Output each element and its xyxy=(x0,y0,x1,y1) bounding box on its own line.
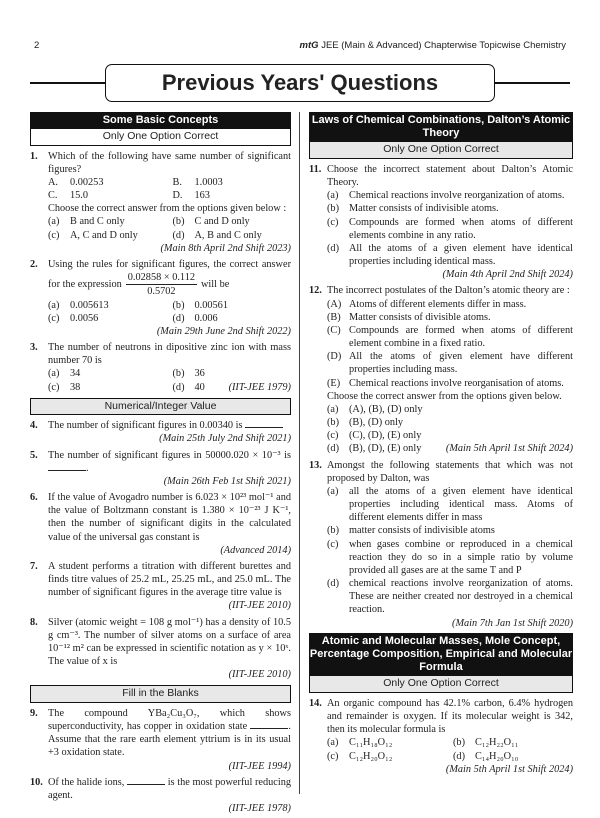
question-text: Choose the correct answer from the options given below. xyxy=(327,390,562,402)
left-column xyxy=(30,112,291,818)
section-heading: Laws of Chemical Combinations, Dalton’s Atomic Theory xyxy=(309,112,573,142)
question-7 xyxy=(30,560,291,613)
option: (c) (C), (D), (E) only xyxy=(327,430,422,442)
answer-blank xyxy=(245,427,283,428)
option: A. 0.00253 xyxy=(48,176,104,188)
option: (a) 0.005613 xyxy=(48,299,109,311)
fraction: $\frac{0.02858 \times 0.112}{0.5702}$ xyxy=(127,272,195,298)
question-13 xyxy=(309,459,573,630)
option: B. 1.0003 xyxy=(172,176,223,188)
option: (c) 0.0056 xyxy=(48,312,99,324)
answer-blank xyxy=(48,470,86,471)
option: (b) (B), (D) only xyxy=(327,417,404,429)
subsection-heading: Numerical/Integer Value xyxy=(30,398,291,415)
option: (d) chemical reactions involve reorganization of atoms. These are neither created nor destroyed in a chemical reaction. xyxy=(327,578,573,616)
question-source: (IIT-JEE 2010) xyxy=(228,600,291,612)
question-text: If the value of Avogadro number is 6.023 × 10²³ mol⁻¹ and the value of Boltzmann constant is 1.380 × 10⁻²³ J K⁻¹, then the number of significant digits in the calculated value of the universal gas constant is xyxy=(48,492,291,543)
banner-rule-right xyxy=(495,82,570,84)
question-source: (IIT-JEE 1978) xyxy=(228,803,291,815)
section-heading: Atomic and Molecular Masses, Mole Concept, Percentage Composition, Empirical and Molecular Formula xyxy=(309,633,573,677)
question-source: (Main 7th Jan 1st Shift 2020) xyxy=(452,617,573,629)
question-1 xyxy=(30,150,291,255)
question-11 xyxy=(309,163,573,282)
option: (c) Compounds are formed when atoms of different elements combine in any ratio. xyxy=(327,216,573,241)
question-number: 14. xyxy=(309,697,322,709)
question-9: 9. The compound YBa₂Cu₃O₇, which shows superconductivity, has copper in oxidation state . Assume that the rare earth element yttrium is in its usual +3 oxidation state. (IIT-JEE 1994) xyxy=(30,707,291,772)
option: (d) 40 (IIT-JEE 1979) xyxy=(172,381,291,393)
question-number: 10. xyxy=(30,776,43,788)
option: (a) Chemical reactions involve reorganization of atoms. xyxy=(327,190,565,202)
running-title xyxy=(300,40,566,52)
option: (c) C₁₂H₂₀O₁₂ xyxy=(327,750,393,762)
subsection-heading: Only One Option Correct xyxy=(309,676,573,692)
question-text: Silver (atomic weight = 108 g mol⁻¹) has a density of 10.5 g cm⁻³. The number of silver atoms on a surface of area 10⁻¹² m² can be expressed in scientific notation as y × 10ˣ. The value of x is xyxy=(48,616,291,668)
question-text: Using the rules for significant figures, the correct answer for the expression $\frac{0.02858 \times 0.112}{0.5702}$ will be xyxy=(48,259,291,298)
question-text: A student performs a titration with different burettes and finds titre values of 25.2 mL, 25.25 mL, and 25.0 mL. The number of significant figures in the average titre value is xyxy=(48,560,291,599)
question-number: 1. xyxy=(30,150,38,162)
option: (c) when gases combine or reproduced in a chemical reaction they do so in a simple ratio by volume provided all gases are at the same T and P xyxy=(327,538,573,576)
question-number: 3. xyxy=(30,342,38,354)
question-text: Choose the incorrect statement about Dalton’s Atomic Theory. xyxy=(327,163,573,188)
question-number: 2. xyxy=(30,259,38,270)
statement: (D) All the atoms of given element have different properties including mass. xyxy=(327,351,573,376)
option: (b) C and D only xyxy=(172,216,250,228)
statement: (C) Compounds are formed when atoms of different element combine in a fixed ratio. xyxy=(327,324,573,350)
question-text: The number of neutrons in dipositive zinc ion with mass number 70 is xyxy=(48,342,291,367)
question-number: 12. xyxy=(309,285,322,297)
option: (b) 36 xyxy=(172,368,205,380)
banner-rule-left xyxy=(30,82,105,84)
answer-blank xyxy=(127,784,165,785)
option: (d) A, B and C only xyxy=(172,229,262,241)
option: (b) matter consists of indivisible atoms xyxy=(327,525,495,537)
question-number: 11. xyxy=(309,163,322,175)
question-text: Of the halide ions, xyxy=(48,776,125,788)
question-text: An organic compound has 42.1% carbon, 6.4% hydrogen and remainder is oxygen. If its molecular weight is 342, then its molecular formula is xyxy=(327,697,573,736)
question-source: (Main 8th April 2nd Shift 2023) xyxy=(160,242,291,254)
question-text: Choose the correct answer from the options given below : xyxy=(48,203,287,215)
question-source: (Main 26th Feb 1st Shift 2021) xyxy=(163,475,291,487)
question-12 xyxy=(309,284,573,455)
subsection-heading: Only One Option Correct xyxy=(30,129,291,145)
mtg-logo: mtG xyxy=(299,40,319,51)
question-number: 13. xyxy=(309,459,322,471)
question-6 xyxy=(30,491,291,557)
option: (d) C₁₄H₂₀O₁₀ xyxy=(453,750,519,762)
page-number: 2 xyxy=(34,40,40,51)
option: (c) A, C and D only xyxy=(48,229,138,241)
question-text: The compound YBa₂Cu₃O₇, which shows superconductivity, has copper in oxidation state xyxy=(48,707,291,733)
question-number: 7. xyxy=(30,560,38,572)
question-5: 5. The number of significant figures in 50000.020 × 10⁻³ is . (Main 26th Feb 1st Shift 2021) xyxy=(30,449,291,487)
question-number: 6. xyxy=(30,492,38,504)
option: (d) 0.006 xyxy=(172,312,218,324)
question-source: (IIT-JEE 2010) xyxy=(228,669,291,681)
question-source: (Main 4th April 2nd Shift 2024) xyxy=(442,269,573,281)
question-text: Assume that the rare earth element yttrium is in its usual +3 oxidation state. xyxy=(48,734,291,759)
page-banner: Previous Years' Questions xyxy=(105,64,495,102)
question-text: The number of significant figures in 0.00340 is xyxy=(48,420,243,432)
question-text: Amongst the following statements that which was not proposed by Dalton, was xyxy=(327,459,573,484)
right-column xyxy=(309,112,573,779)
option: (a) all the atoms of a given element have identical properties including identical mass. Atoms of different elements differ in mass xyxy=(327,485,573,524)
question-source: (Main 25th July 2nd Shift 2021) xyxy=(159,433,291,445)
book-title: JEE (Main & Advanced) Chapterwise Topicwise Chemistry xyxy=(321,40,566,51)
question-8 xyxy=(30,616,291,682)
option: (d) All the atoms of a given element have identical properties including identical mass. xyxy=(327,242,573,268)
option: (b) 0.00561 xyxy=(172,299,228,311)
page-header xyxy=(34,40,566,52)
question-number: 8. xyxy=(30,616,38,628)
question-3 xyxy=(30,341,291,394)
option: (d) (B), (D), (E) only (Main 5th April 1st Shift 2024) xyxy=(327,443,573,455)
question-14 xyxy=(309,697,573,776)
question-source: (IIT-JEE 1979) xyxy=(228,381,291,393)
option: (b) C₁₂H₂₂O₁₁ xyxy=(453,737,519,749)
option: (a) 34 xyxy=(48,368,81,380)
question-number: 9. xyxy=(30,707,38,719)
option: (a) B and C only xyxy=(48,216,125,228)
question-4 xyxy=(30,419,291,445)
question-number: 5. xyxy=(30,449,38,461)
question-10 xyxy=(30,776,291,816)
column-divider xyxy=(299,112,300,794)
statement: (B) Matter consists of divisible atoms. xyxy=(327,311,491,323)
question-number: 4. xyxy=(30,420,38,432)
subsection-heading: Fill in the Blanks xyxy=(30,685,291,702)
option: (c) 38 xyxy=(48,381,81,393)
question-source: (Main 5th April 1st Shift 2024) xyxy=(445,763,573,775)
statement: (E) Chemical reactions involve reorganisation of atoms. xyxy=(327,377,564,389)
option: (b) Matter consists of indivisible atoms. xyxy=(327,203,499,215)
question-source: (Main 5th April 1st Shift 2024) xyxy=(445,443,573,455)
option: (a) (A), (B), (D) only xyxy=(327,403,423,415)
question-text: The incorrect postulates of the Dalton’s atomic theory are : xyxy=(327,285,570,297)
question-text: is the most powerful reducing agent. xyxy=(48,776,292,801)
answer-blank xyxy=(250,728,288,729)
question-2 xyxy=(30,258,291,338)
option: D. 163 xyxy=(172,190,210,202)
question-text: The number of significant figures in 50000.020 × 10⁻³ is xyxy=(48,449,291,461)
section-heading: Some Basic Concepts xyxy=(30,112,291,129)
statement: (A) Atoms of different elements differ in mass. xyxy=(327,298,527,310)
question-source: (Main 29th June 2nd Shift 2022) xyxy=(156,325,291,337)
option: C. 15.0 xyxy=(48,190,89,202)
question-source: (IIT-JEE 1994) xyxy=(228,760,291,772)
option: (a) C₁₁H₁₈O₁₂ xyxy=(327,737,393,749)
subsection-heading: Only One Option Correct xyxy=(309,142,573,158)
question-text: Which of the following have same number of significant figures? xyxy=(48,150,291,175)
question-source: (Advanced 2014) xyxy=(220,544,291,556)
